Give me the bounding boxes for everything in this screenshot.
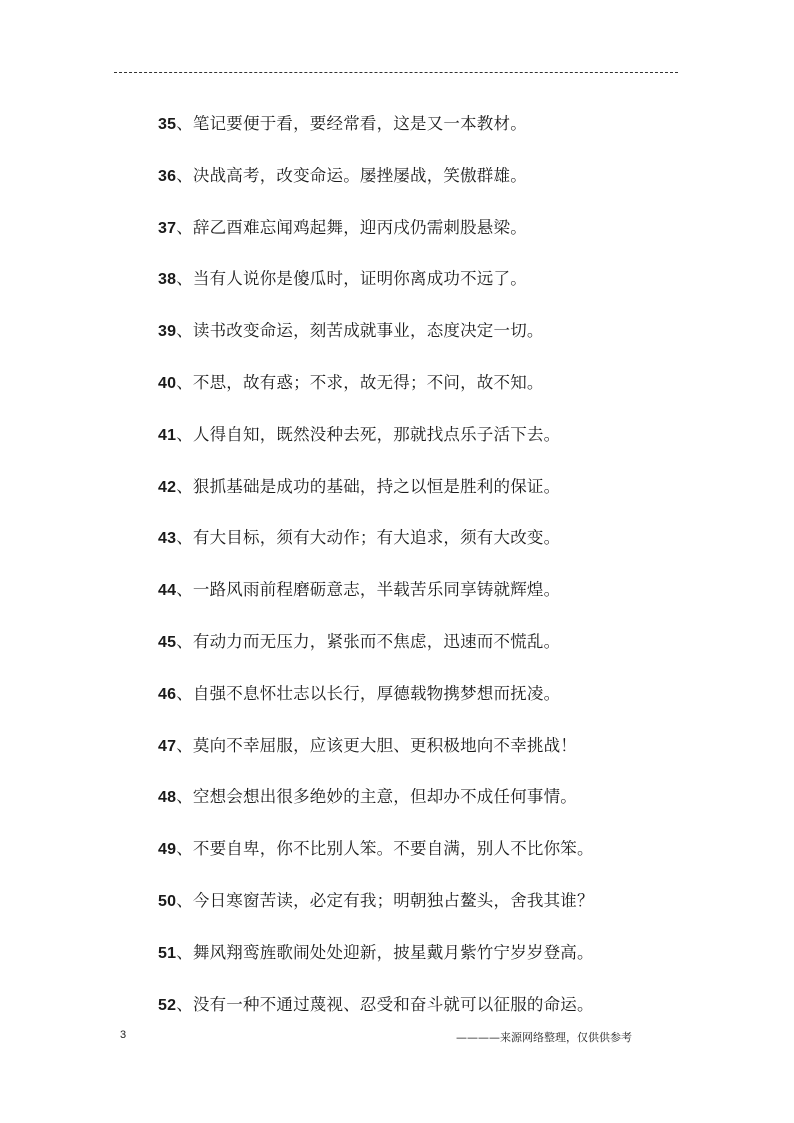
item-number: 35 — [158, 116, 177, 133]
list-item — [158, 626, 718, 678]
list-item — [158, 678, 718, 730]
item-text: 、笔记要便于看，要经常看，这是又一本教材。 — [176, 114, 527, 133]
item-number: 52 — [158, 996, 177, 1014]
item-number: 38 — [158, 271, 177, 289]
item-text: 、辞乙酉难忘闻鸡起舞，迎丙戌仍需刺股悬梁。 — [176, 217, 527, 237]
item-number: 50 — [158, 892, 177, 910]
list-item — [158, 574, 718, 626]
item-text: 、决战高考，改变命运。屡挫屡战，笑傲群雄。 — [176, 165, 527, 185]
item-number: 51 — [158, 944, 177, 962]
item-text: 、空想会想出很多绝妙的主意，但却办不成任何事情。 — [176, 787, 578, 807]
item-text: 、当有人说你是傻瓜时，证明你离成功不远了。 — [176, 269, 527, 289]
item-number: 48 — [158, 789, 177, 807]
item-number: 44 — [158, 582, 177, 600]
item-text: 、有大目标，须有大动作；有大追求，须有大改变。 — [176, 528, 561, 548]
list-item — [158, 730, 718, 782]
list-item — [158, 781, 718, 833]
item-number: 49 — [158, 841, 177, 859]
item-number: 42 — [158, 478, 177, 496]
item-text: 、莫向不幸屈服，应该更大胆、更积极地向不幸挑战！ — [176, 735, 578, 755]
item-text: 、自强不息怀壮志以长行，厚德载物携梦想而抚凌。 — [176, 683, 561, 703]
list-item — [158, 885, 718, 937]
list-item — [158, 263, 718, 315]
list-item — [158, 160, 718, 212]
list-item — [158, 367, 718, 419]
item-text: 、有动力而无压力，紧张而不焦虑，迅速而不慌乱。 — [176, 631, 561, 651]
item-text: 、狠抓基础是成功的基础，持之以恒是胜利的保证。 — [176, 476, 561, 496]
item-text: 、一路风雨前程磨砺意志，半载苦乐同享铸就辉煌。 — [176, 580, 561, 600]
item-text: 、人得自知，既然没种去死，那就找点乐子活下去。 — [176, 424, 561, 444]
item-number: 45 — [158, 633, 177, 651]
item-text: 、不思，故有惑；不求，故无得；不问，故不知。 — [176, 372, 544, 392]
footer-source-note: ————来源网络整理，仅供供参考 — [456, 1031, 632, 1044]
item-number: 41 — [158, 426, 177, 444]
quote-list — [158, 108, 718, 1040]
list-item — [158, 212, 718, 264]
list-item — [158, 937, 718, 989]
list-item — [158, 419, 718, 471]
item-number: 39 — [158, 323, 177, 341]
list-item — [158, 315, 718, 367]
list-item — [158, 522, 718, 574]
item-text: 、今日寒窗苦读，必定有我；明朝独占鳌头，舍我其谁？ — [176, 890, 594, 910]
item-number: 37 — [158, 219, 177, 237]
item-text: 、舞风翔鸾旌歌闹处处迎新，披星戴月紫竹宁岁岁登高。 — [176, 942, 594, 962]
item-number: 43 — [158, 530, 177, 548]
item-text: 、不要自卑，你不比别人笨。不要自满，别人不比你笨。 — [176, 839, 594, 859]
list-item — [158, 471, 718, 523]
list-item — [158, 833, 718, 885]
item-number: 46 — [158, 685, 177, 703]
item-number: 47 — [158, 737, 177, 755]
list-item — [158, 108, 718, 160]
item-text: 、读书改变命运，刻苦成就事业，态度决定一切。 — [176, 321, 544, 341]
item-number: 36 — [158, 167, 177, 185]
item-text: 、没有一种不通过蔑视、忍受和奋斗就可以征服的命运。 — [176, 994, 594, 1014]
page-number: 3 — [120, 1029, 127, 1041]
list-item — [158, 989, 718, 1041]
header-divider — [114, 72, 678, 73]
item-number: 40 — [158, 374, 177, 392]
